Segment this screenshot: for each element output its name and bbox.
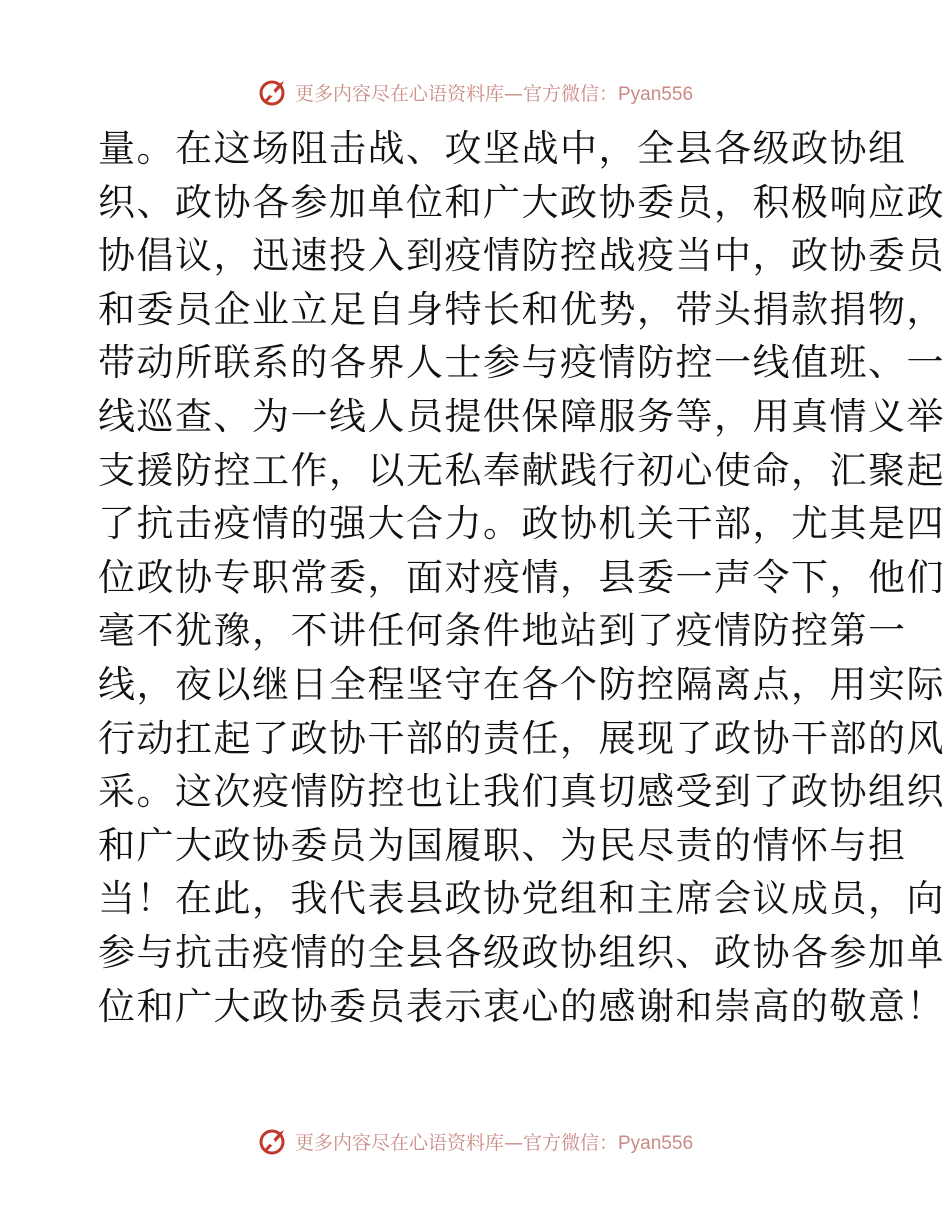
body-line: 带动所联系的各界人士参与疫情防控一线值班、一 — [98, 341, 945, 385]
footer-banner-label: 更多内容尽在心语资料库—官方微信： — [294, 1131, 618, 1154]
footer-wechat-id: Pyan556 — [618, 1132, 694, 1154]
body-line: 和委员企业立足自身特长和优势，带头捐款捐物， — [98, 287, 945, 331]
body-line: 线巡查、为一线人员提供保障服务等，用真情义举 — [98, 394, 945, 438]
body-line: 协倡议，迅速投入到疫情防控战疫当中，政协委员 — [98, 234, 945, 278]
body-line: 采。这次疫情防控也让我们真切感受到了政协组织 — [98, 770, 945, 814]
body-line: 织、政协各参加单位和广大政协委员，积极响应政 — [98, 180, 945, 224]
body-line: 量。在这场阻击战、攻坚战中，全县各级政协组 — [98, 127, 907, 170]
body-line: 参与抗击疫情的全县各级政协组织、政协各参加单 — [98, 930, 945, 974]
footer-banner — [0, 1121, 950, 1161]
header-banner-text — [295, 79, 693, 106]
body-line: 线，夜以继日全程坚守在各个防控隔离点，用实际 — [98, 662, 945, 706]
header-banner-label: 更多内容尽在心语资料库—官方微信： — [294, 82, 618, 105]
pen-nib-logo-icon — [257, 1125, 289, 1157]
body-line: 位和广大政协委员表示衷心的感谢和崇高的敬意！ — [98, 984, 945, 1028]
header-wechat-id: Pyan556 — [618, 83, 694, 105]
body-line: 当！在此，我代表县政协党组和主席会议成员，向 — [98, 877, 945, 921]
body-line: 位政协专职常委，面对疫情，县委一声令下，他们 — [98, 555, 945, 599]
footer-banner-text — [295, 1128, 693, 1155]
pen-nib-logo-icon — [257, 76, 289, 108]
body-line: 毫不犹豫，不讲任何条件地站到了疫情防控第一 — [98, 609, 907, 653]
body-line: 和广大政协委员为国履职、为民尽责的情怀与担 — [98, 823, 907, 867]
body-line: 行动扛起了政协干部的责任，展现了政协干部的风 — [98, 716, 945, 760]
body-text — [98, 122, 945, 1033]
header-banner — [0, 72, 950, 112]
body-line: 支援防控工作，以无私奉献践行初心使命，汇聚起 — [98, 448, 945, 492]
body-line: 了抗击疫情的强大合力。政协机关干部，尤其是四 — [98, 502, 945, 546]
